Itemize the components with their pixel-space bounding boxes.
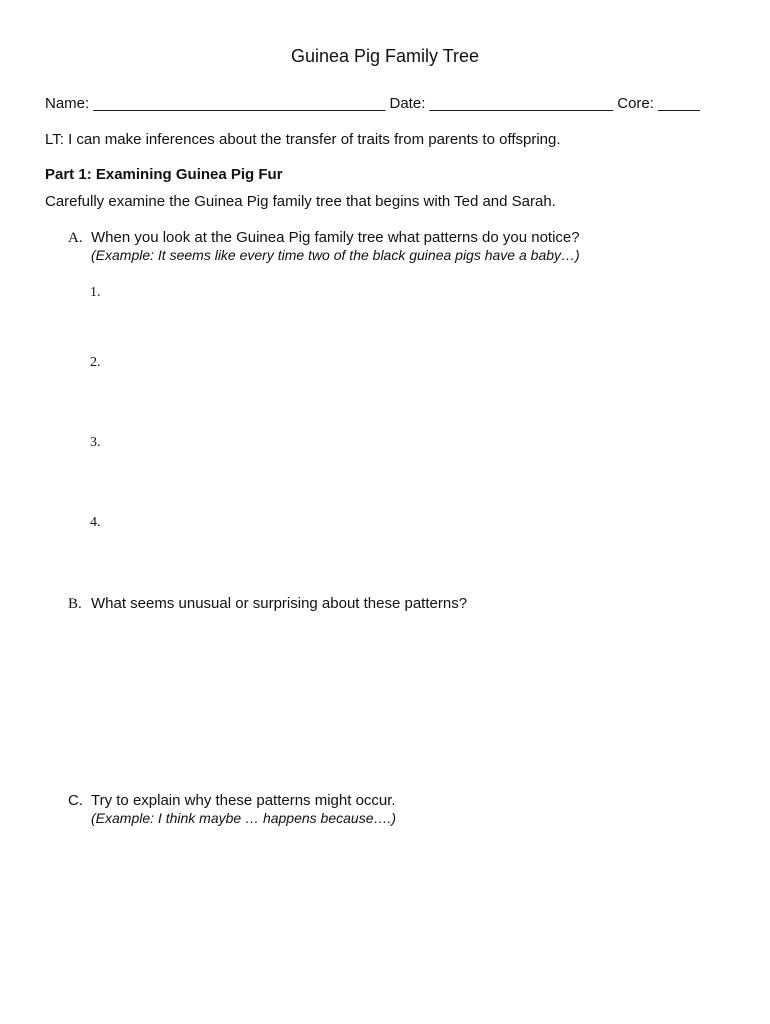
core-blank: _____ bbox=[658, 95, 700, 112]
question-a-example: (Example: It seems like every time two of the black guinea pigs have a baby…) bbox=[91, 247, 580, 263]
name-blank: ___________________________________ bbox=[93, 95, 386, 112]
question-c-letter: C. bbox=[68, 792, 83, 809]
answer-number-1: 1. bbox=[90, 285, 101, 300]
question-b-letter: B. bbox=[68, 596, 82, 612]
page-title: Guinea Pig Family Tree bbox=[290, 46, 480, 66]
part1-intro: Carefully examine the Guinea Pig family tree that begins with Ted and Sarah. bbox=[45, 193, 556, 210]
question-c-example: (Example: I think maybe … happens because….) bbox=[91, 810, 397, 826]
question-b-text: What seems unusual or surprising about these patterns? bbox=[91, 595, 468, 612]
question-c-text: Try to explain why these patterns might occur. bbox=[91, 792, 396, 809]
answer-number-2: 2. bbox=[90, 355, 101, 370]
part1-heading: Part 1: Examining Guinea Pig Fur bbox=[45, 166, 283, 183]
header-fields bbox=[45, 95, 700, 112]
answer-number-3: 3. bbox=[90, 435, 101, 450]
date-blank: ______________________ bbox=[429, 95, 614, 112]
name-label: Name: bbox=[45, 95, 94, 112]
learning-target: LT: I can make inferences about the transfer of traits from parents to offspring. bbox=[45, 131, 561, 148]
date-label: Date: bbox=[385, 95, 430, 112]
question-a-text: When you look at the Guinea Pig family tree what patterns do you notice? bbox=[91, 229, 580, 246]
answer-number-4: 4. bbox=[90, 515, 101, 530]
core-label: Core: bbox=[613, 95, 659, 112]
question-a-letter: A. bbox=[68, 230, 83, 246]
